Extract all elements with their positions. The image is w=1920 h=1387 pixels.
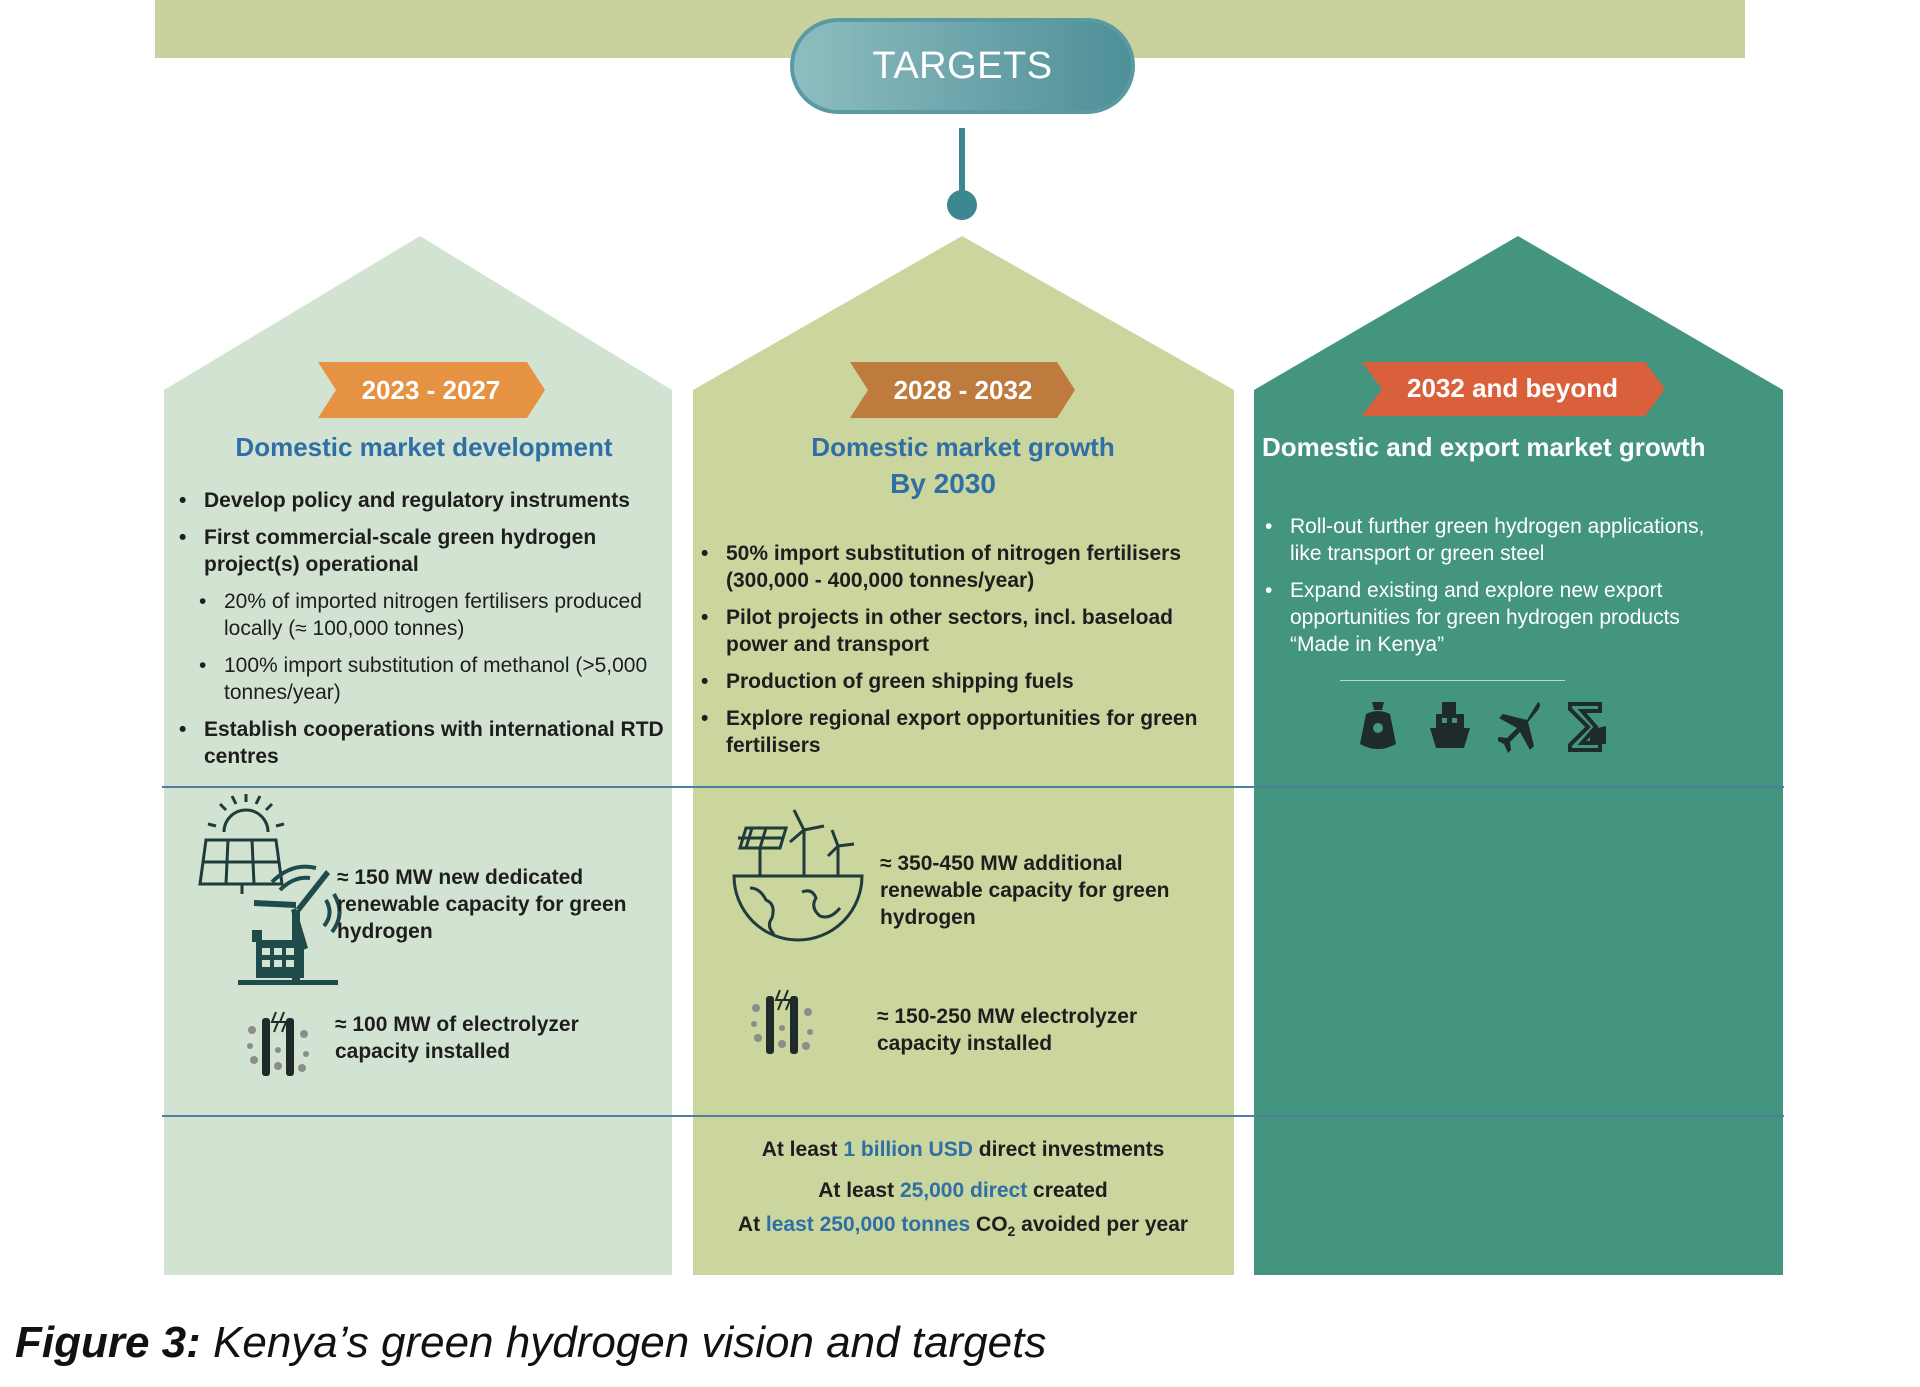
section-divider-2 <box>162 1115 1784 1117</box>
investment-text: direct investments <box>972 1138 1165 1161</box>
list-item: • Production of green shipping fuels <box>698 668 1228 695</box>
column-2-bullets <box>698 540 1228 769</box>
co2-subscript: 2 <box>1007 1223 1016 1240</box>
column-3-heading: Domestic and export market growth <box>1262 432 1706 462</box>
investment-text: At least <box>818 1179 900 1202</box>
steel-beam-icon <box>1566 700 1610 754</box>
investment-line-1 <box>693 1138 1233 1162</box>
list-item: • Pilot projects in other sectors, incl. baseload power and transport <box>698 604 1228 658</box>
investment-text: At least <box>761 1138 844 1161</box>
column-1-heading: Domestic market development <box>235 432 613 462</box>
list-item: • Roll-out further green hydrogen applications, like transport or green steel <box>1262 513 1732 567</box>
investment-line-3 <box>693 1213 1233 1239</box>
section-divider-1 <box>162 786 1784 788</box>
column-1-bullets <box>176 487 676 780</box>
period-label-2: 2028 - 2032 <box>893 375 1033 405</box>
investment-text: created <box>1027 1179 1108 1202</box>
column-2-heading: Domestic market growth <box>811 432 1115 462</box>
investment-highlight: 25,000 direct <box>899 1179 1028 1202</box>
list-item: • Establish cooperations with international RTD centres <box>176 716 676 770</box>
stat-renewable-capacity-1: ≈ 150 MW new dedicated renewable capacity for green hydrogen <box>337 866 627 943</box>
solar-wind-factory-icon <box>196 790 356 990</box>
investment-text: At <box>737 1213 766 1236</box>
ship-icon <box>1428 700 1472 754</box>
connector-stem <box>959 128 965 196</box>
investment-line-2 <box>693 1179 1233 1203</box>
airplane-icon <box>1498 700 1544 754</box>
investment-highlight: 1 billion USD <box>843 1138 973 1161</box>
figure-caption <box>15 1318 1046 1368</box>
electrolyzer-icon <box>748 988 824 1060</box>
electrolyzer-icon <box>244 1010 320 1082</box>
stat-electrolyzer-2: ≈ 150-250 MW electrolyzer capacity installed <box>877 1005 1138 1055</box>
list-item: • 20% of imported nitrogen fertilisers produced locally (≈ 100,000 tonnes) <box>176 588 676 642</box>
targets-title-pill: TARGETS <box>790 18 1135 114</box>
connector-dot <box>947 190 977 220</box>
stat-renewable-capacity-2: ≈ 350-450 MW additional renewable capacity for green hydrogen <box>880 852 1170 929</box>
list-item: • Develop policy and regulatory instruments <box>176 487 676 514</box>
investment-text: avoided per year <box>1015 1213 1189 1236</box>
list-item: • 100% import substitution of methanol (>5,000 tonnes/year) <box>176 652 676 706</box>
list-item: • Explore regional export opportunities for green fertilisers <box>698 705 1228 759</box>
fertilizer-bag-icon <box>1358 700 1398 754</box>
column-2-subheading: By 2030 <box>890 468 996 499</box>
caption-label: Figure 3: <box>15 1318 201 1367</box>
column-3-divider <box>1340 680 1565 681</box>
period-label-1: 2023 - 2027 <box>361 375 501 405</box>
column-3-bullets <box>1262 513 1732 668</box>
list-item: • 50% import substitution of nitrogen fertilisers (300,000 - 400,000 tonnes/year) <box>698 540 1228 594</box>
caption-text: Kenya’s green hydrogen vision and targets <box>200 1318 1047 1367</box>
list-item: • First commercial-scale green hydrogen project(s) operational <box>176 524 676 578</box>
stat-electrolyzer-1: ≈ 100 MW of electrolyzer capacity installed <box>335 1013 579 1063</box>
period-label-3: 2032 and beyond <box>1407 373 1618 403</box>
list-item: • Expand existing and explore new export opportunities for green hydrogen products “Made in Kenya” <box>1262 577 1732 658</box>
globe-renewables-icon <box>730 806 866 942</box>
investment-text: CO <box>970 1213 1008 1236</box>
investment-highlight: least 250,000 tonnes <box>765 1213 971 1236</box>
